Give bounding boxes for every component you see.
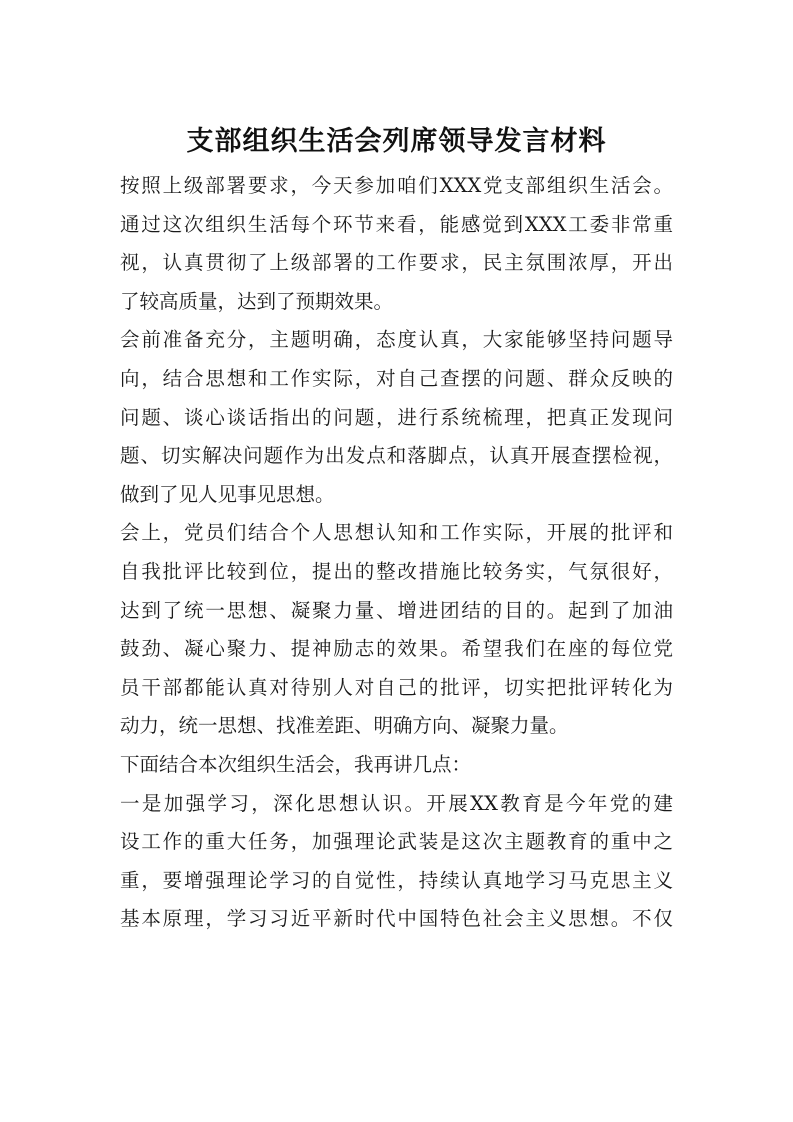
text-line: 自我批评比较到位，提出的整改措施比较务实，气氛很好，	[120, 559, 673, 583]
text-line: 鼓劲、凝心聚力、提神励志的效果。希望我们在座的每位党	[120, 637, 673, 661]
paragraph-3	[120, 514, 673, 746]
text-line: 会上，党员们结合个人思想认知和工作实际，开展的批评和	[120, 521, 673, 545]
paragraph-4	[120, 746, 673, 785]
text-line: 设工作的重大任务，加强理论武装是这次主题教育的重中之	[120, 830, 673, 854]
text-line: 向，结合思想和工作实际，对自己查摆的问题、群众反映的	[120, 366, 673, 390]
text-line: 达到了统一思想、凝聚力量、增进团结的目的。起到了加油	[120, 598, 673, 622]
text-line: 会前准备充分，主题明确，态度认真，大家能够坚持问题导	[120, 328, 673, 352]
text-line: 视，认真贯彻了上级部署的工作要求，民主氛围浓厚，开出	[120, 251, 673, 275]
text-line: 问题、谈心谈话指出的问题，进行系统梳理，把真正发现问	[120, 405, 673, 429]
text-line: 题、切实解决问题作为出发点和落脚点，认真开展查摆检视，	[120, 444, 673, 468]
paragraph-2	[120, 321, 673, 514]
document-body	[120, 167, 673, 939]
text-line: 基本原理，学习习近平新时代中国特色社会主义思想。不仅	[120, 907, 673, 931]
paragraph-1	[120, 167, 673, 321]
text-line: 下面结合本次组织生活会，我再讲几点：	[120, 752, 472, 776]
text-line: 一是加强学习，深化思想认识。开展XX教育是今年党的建	[120, 791, 673, 815]
text-line: 动力，统一思想、找准差距、明确方向、凝聚力量。	[120, 714, 569, 738]
text-line: 了较高质量，达到了预期效果。	[120, 289, 394, 313]
text-line: 按照上级部署要求，今天参加咱们XXX党支部组织生活会。	[120, 174, 673, 197]
text-line: 员干部都能认真对待别人对自己的批评，切实把批评转化为	[120, 675, 673, 699]
text-line: 通过这次组织生活每个环节来看，能感觉到XXX工委非常重	[120, 212, 673, 236]
text-line: 重，要增强理论学习的自觉性，持续认真地学习马克思主义	[120, 868, 673, 892]
text-line: 做到了见人见事见思想。	[120, 482, 335, 506]
paragraph-5	[120, 785, 673, 939]
document-title: 支部组织生活会列席领导发言材料	[186, 126, 607, 157]
